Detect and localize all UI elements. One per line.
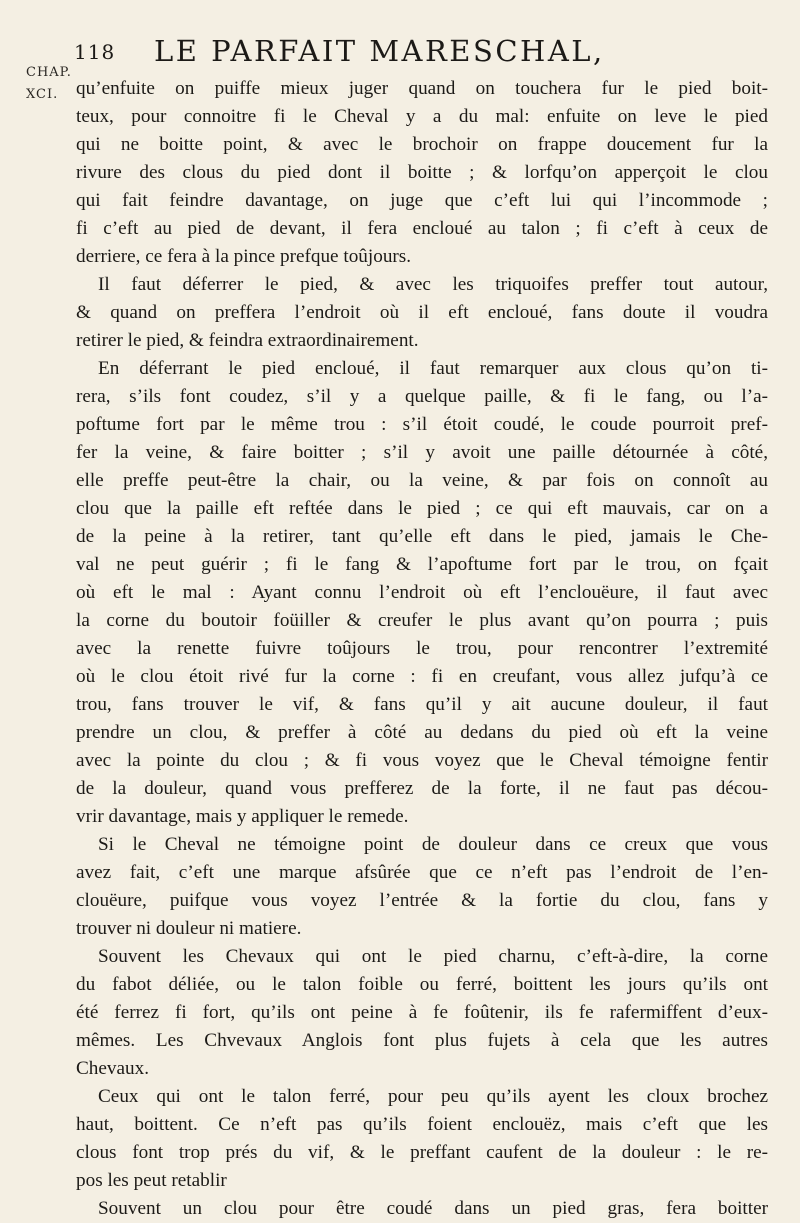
text-line: fi c’eft au pied de devant, il fera encloué au talon ; fi c’eft à ceux de bbox=[76, 218, 768, 239]
page-number: 118 bbox=[74, 40, 116, 64]
text-line: qui fait feindre davantage, on juge que c’eft lui qui l’incommode ; bbox=[76, 190, 768, 211]
text-line: Ceux qui ont le talon ferré, pour peu qu’ils ayent les cloux brochez bbox=[98, 1086, 768, 1107]
text-line: fer la veine, & faire boitter ; s’il y avoit une paille détournée à côté, bbox=[76, 442, 768, 463]
text-line: Il faut déferrer le pied, & avec les triquoifes preffer tout autour, bbox=[98, 274, 768, 295]
text-line: où eft le mal : Ayant connu l’endroit où eft l’enclouëure, il faut avec bbox=[76, 582, 768, 603]
text-line: clou que la paille eft reftée dans le pied ; ce qui eft mauvais, car on a bbox=[76, 498, 768, 519]
text-line: derriere, ce fera à la pince prefque toûjours. bbox=[76, 246, 412, 267]
text-line: poftume fort par le même trou : s’il étoit coudé, le coude pourroit pref- bbox=[76, 414, 768, 435]
text-line: vrir davantage, mais y appliquer le remede. bbox=[76, 806, 409, 827]
text-line: clouëure, puifque vous voyez l’entrée & la fortie du clou, fans y bbox=[76, 890, 768, 911]
text-line: du fabot déliée, ou le talon foible ou ferré, boittent les jours qu’ils ont bbox=[76, 974, 768, 995]
body-text bbox=[76, 75, 768, 1223]
text-line: clous font trop prés du vif, & le preffant caufent de la douleur : le re- bbox=[76, 1142, 768, 1163]
text-line: En déferrant le pied encloué, il faut remarquer aux clous qu’on ti- bbox=[98, 358, 768, 379]
text-line: haut, boittent. Ce n’eft pas qu’ils foient enclouëz, mais c’eft que les bbox=[76, 1114, 768, 1135]
text-line: trou, fans trouver le vif, & fans qu’il y ait aucune douleur, il faut bbox=[76, 694, 768, 715]
text-line: de la douleur, quand vous prefferez de la forte, il ne faut pas décou- bbox=[76, 778, 768, 799]
margin-note-number: XCI. bbox=[26, 87, 59, 102]
text-line: trouver ni douleur ni matiere. bbox=[76, 918, 302, 939]
page-header bbox=[74, 34, 774, 70]
text-line: avec la pointe du clou ; & fi vous voyez que le Cheval témoigne fentir bbox=[76, 750, 768, 771]
text-line: Si le Cheval ne témoigne point de douleur dans ce creux que vous bbox=[98, 834, 768, 855]
text-line: elle preffe peut-être la chair, ou la veine, & par fois on connoît au bbox=[76, 470, 768, 491]
text-line: qui ne boitte point, & avec le brochoir on frappe doucement fur la bbox=[76, 134, 768, 155]
text-line: Souvent un clou pour être coudé dans un pied gras, fera boitter bbox=[98, 1198, 768, 1219]
text-line: retirer le pied, & feindra extraordinairement. bbox=[76, 330, 419, 351]
text-line: la corne du boutoir foüiller & creufer le plus avant qu’on pourra ; puis bbox=[76, 610, 768, 631]
margin-note bbox=[26, 62, 72, 106]
text-line: où le clou étoit rivé fur la corne : fi en creufant, vous allez jufqu’à ce bbox=[76, 666, 768, 687]
text-line: & quand on preffera l’endroit où il eft encloué, fans doute il voudra bbox=[76, 302, 768, 323]
text-line: qu’enfuite on puiffe mieux juger quand on touchera fur le pied boit- bbox=[76, 78, 768, 99]
text-line: Chevaux. bbox=[76, 1058, 150, 1079]
text-line: avec la renette fuivre toûjours le trou, pour rencontrer l’extremité bbox=[76, 638, 768, 659]
text-line: été ferrez fi fort, qu’ils ont peine à fe foûtenir, ils fe rafermiffent d’eux- bbox=[76, 1002, 768, 1023]
running-title: LE PARFAIT MARESCHAL, bbox=[154, 34, 605, 68]
text-line: de la peine à la retirer, tant qu’elle eft dans le pied, jamais le Che- bbox=[76, 526, 768, 547]
text-line: rivure des clous du pied dont il boitte ; & lorfqu’on apperçoit le clou bbox=[76, 162, 768, 183]
text-line: Souvent les Chevaux qui ont le pied charnu, c’eft-à-dire, la corne bbox=[98, 946, 768, 967]
margin-note-chapter: CHAP. bbox=[26, 65, 72, 80]
text-line: avez fait, c’eft une marque afsûrée que ce n’eft pas l’endroit de l’en- bbox=[76, 862, 768, 883]
text-line: mêmes. Les Chvevaux Anglois font plus fujets à cela que les autres bbox=[76, 1030, 768, 1051]
text-line: pos les peut retablir bbox=[76, 1170, 227, 1191]
text-line: rera, s’ils font coudez, s’il y a quelque paille, & fi le fang, ou l’a- bbox=[76, 386, 768, 407]
text-line: teux, pour connoitre fi le Cheval y a du mal: enfuite on leve le pied bbox=[76, 106, 768, 127]
text-line: val ne peut guérir ; fi le fang & l’apoftume fort par le trou, on fçait bbox=[76, 554, 768, 575]
text-line: prendre un clou, & preffer à côté au dedans du pied où eft la veine bbox=[76, 722, 768, 743]
